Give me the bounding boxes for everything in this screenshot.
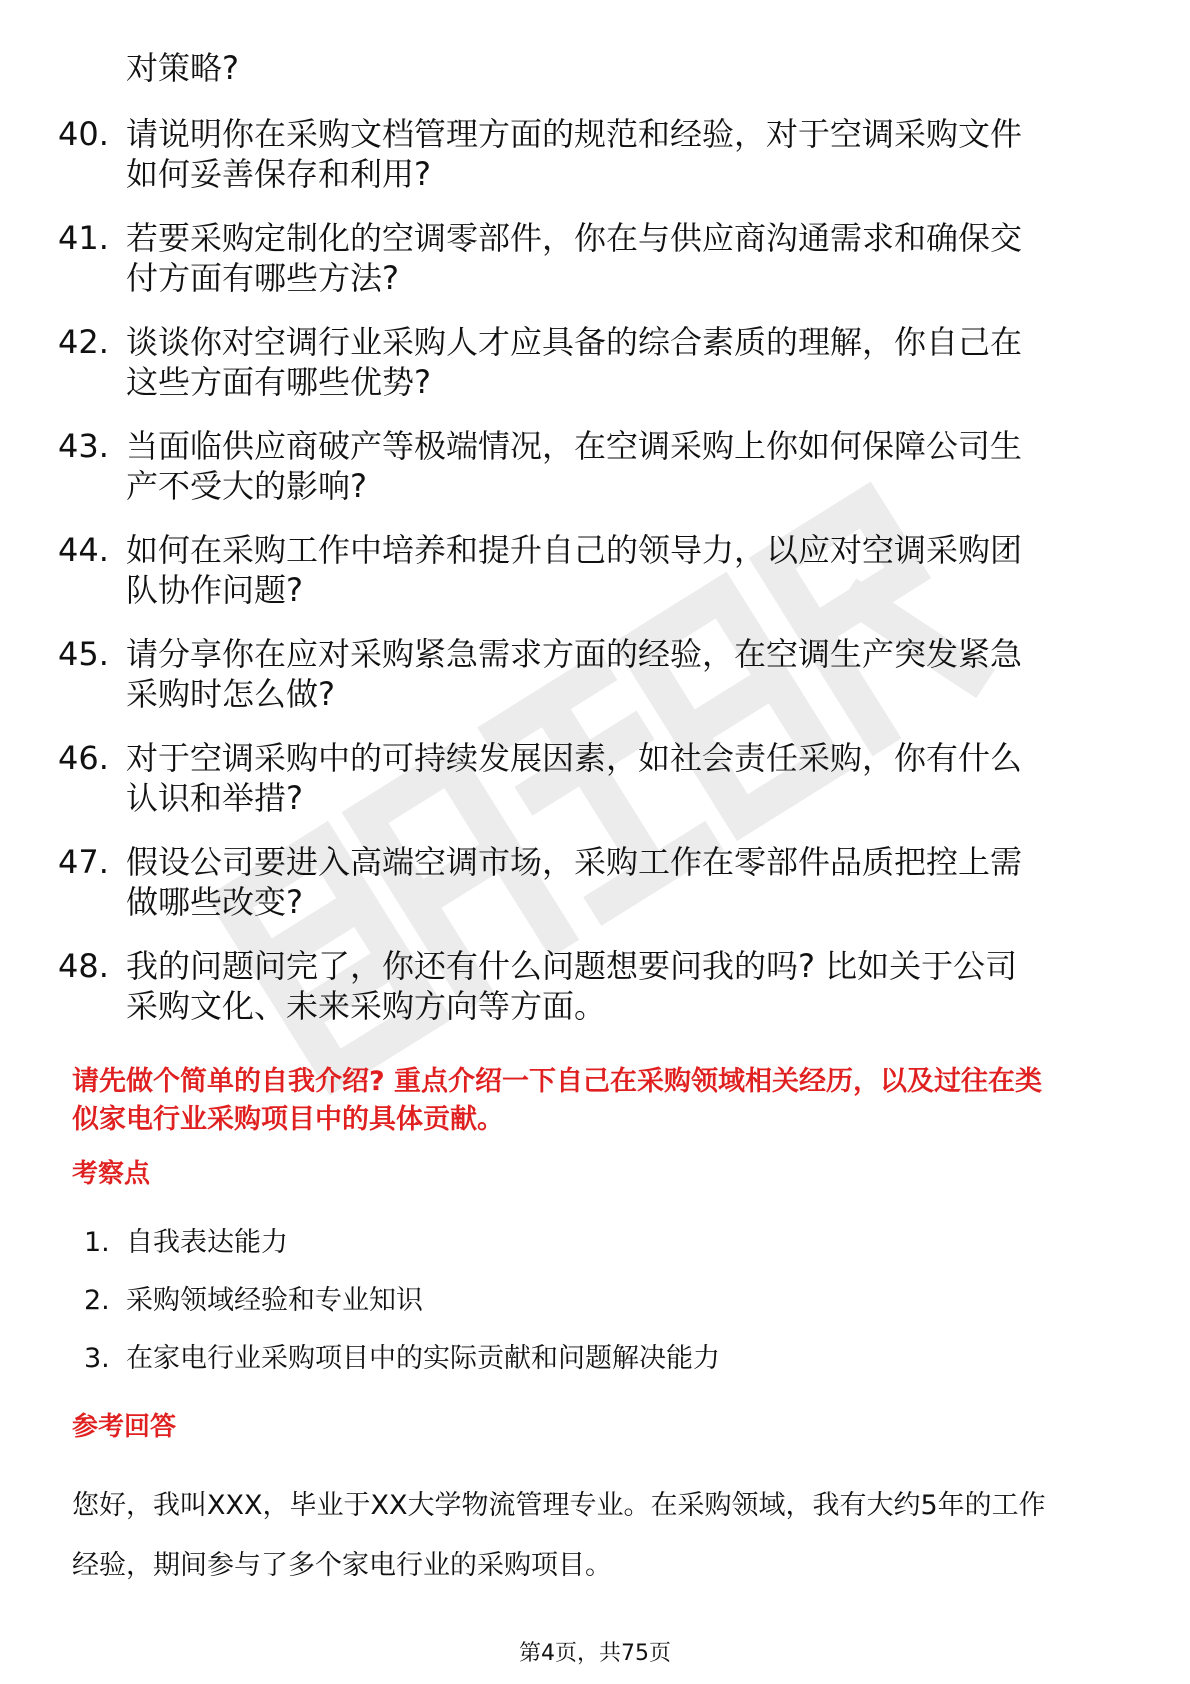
assessment-point xyxy=(84,1342,720,1376)
question-item-40 xyxy=(58,114,1138,194)
question-text-line-1: 假设公司要进入高端空调市场，采购工作在零部件品质把控上需 xyxy=(126,843,1023,881)
question-number: 40. xyxy=(58,115,109,153)
question-item-42 xyxy=(58,322,1138,402)
question-text-line-2: 队协作问题? xyxy=(126,571,303,609)
assessment-point xyxy=(84,1226,720,1260)
assessment-heading: 考察点 xyxy=(72,1159,151,1189)
question-number: 47. xyxy=(58,843,109,881)
point-text: 自我表达能力 xyxy=(126,1227,288,1258)
question-text-line-2: 付方面有哪些方法? xyxy=(126,259,399,297)
question-text-line-2: 采购时怎么做? xyxy=(126,675,335,713)
question-number: 48. xyxy=(58,947,109,985)
answer-line-1: 您好，我叫XXX，毕业于XX大学物流管理专业。在采购领域，我有大约5年的工作 xyxy=(72,1490,1046,1521)
question-item-47 xyxy=(58,842,1138,922)
question-text-line-1: 我的问题问完了，你还有什么问题想要问我的吗? 比如关于公司 xyxy=(126,947,1018,985)
question-text-line-2: 如何妥善保存和利用? xyxy=(126,155,431,193)
question-number: 44. xyxy=(58,531,109,569)
question-text-line-1: 如何在采购工作中培养和提升自己的领导力，以应对空调采购团 xyxy=(126,531,1023,569)
point-number: 3. xyxy=(84,1343,110,1374)
page-footer: 第4页，共75页 xyxy=(519,1641,671,1666)
reference-answer-heading: 参考回答 xyxy=(72,1412,177,1442)
point-text: 采购领域经验和专业知识 xyxy=(126,1285,423,1316)
question-number: 46. xyxy=(58,739,109,777)
continued-question-text: 对策略? xyxy=(126,49,239,87)
question-text-line-1: 对于空调采购中的可持续发展因素，如社会责任采购，你有什么 xyxy=(126,739,1023,777)
question-text-line-1: 请说明你在采购文档管理方面的规范和经验，对于空调采购文件 xyxy=(126,115,1023,153)
question-number: 42. xyxy=(58,323,109,361)
assessment-points-list xyxy=(84,1226,720,1400)
answer-line-2: 经验，期间参与了多个家电行业的采购项目。 xyxy=(72,1550,612,1581)
question-list xyxy=(58,114,1138,1050)
question-text-line-2: 做哪些改变? xyxy=(126,883,303,921)
question-item-44 xyxy=(58,530,1138,610)
assessment-point xyxy=(84,1284,720,1318)
question-number: 45. xyxy=(58,635,109,673)
featured-question-line-1: 请先做个简单的自我介绍? 重点介绍一下自己在采购领域相关经历，以及过往在类 xyxy=(72,1066,1043,1097)
question-text-line-2: 产不受大的影响? xyxy=(126,467,367,505)
question-item-48 xyxy=(58,946,1138,1026)
question-number: 41. xyxy=(58,219,109,257)
point-number: 1. xyxy=(84,1227,110,1258)
featured-question xyxy=(72,1063,1132,1139)
question-number: 43. xyxy=(58,427,109,465)
point-text: 在家电行业采购项目中的实际贡献和问题解决能力 xyxy=(126,1343,720,1374)
point-number: 2. xyxy=(84,1285,110,1316)
question-item-45 xyxy=(58,634,1138,714)
reference-answer-text xyxy=(72,1476,1132,1596)
question-item-43 xyxy=(58,426,1138,506)
question-text-line-1: 若要采购定制化的空调零部件，你在与供应商沟通需求和确保交 xyxy=(126,219,1023,257)
featured-question-line-2: 似家电行业采购项目中的具体贡献。 xyxy=(72,1104,504,1135)
question-text-line-1: 谈谈你对空调行业采购人才应具备的综合素质的理解，你自己在 xyxy=(126,323,1023,361)
question-text-line-2: 认识和举措? xyxy=(126,779,303,817)
question-text-line-1: 请分享你在应对采购紧急需求方面的经验，在空调生产突发紧急 xyxy=(126,635,1023,673)
question-text-line-2: 这些方面有哪些优势? xyxy=(126,363,431,401)
question-text-line-2: 采购文化、未来采购方向等方面。 xyxy=(126,987,607,1025)
question-item-46 xyxy=(58,738,1138,818)
question-text-line-1: 当面临供应商破产等极端情况，在空调采购上你如何保障公司生 xyxy=(126,427,1023,465)
question-item-41 xyxy=(58,218,1138,298)
